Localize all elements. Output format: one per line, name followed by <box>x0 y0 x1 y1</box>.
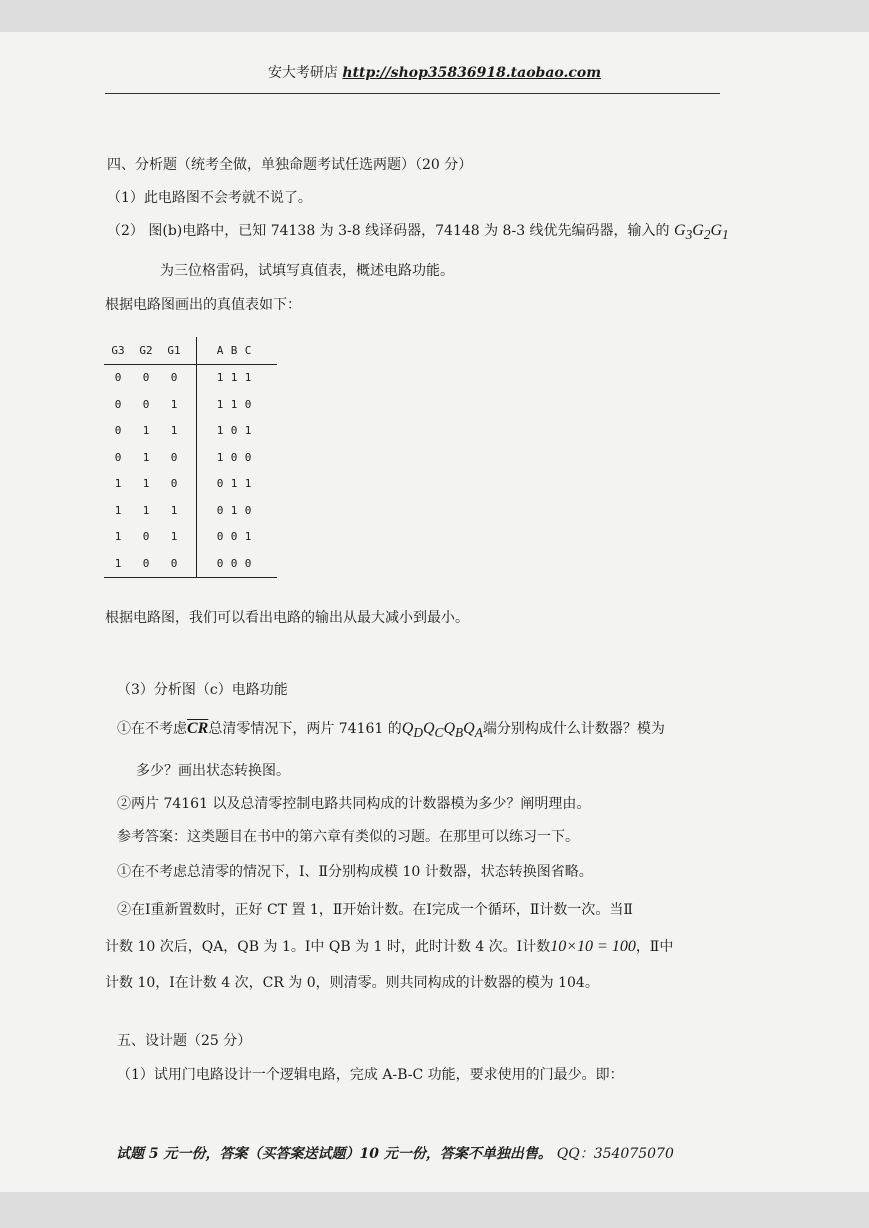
q2-line1 <box>107 222 729 244</box>
cell-b: 1 <box>230 503 238 517</box>
cell-b: 0 <box>230 450 238 464</box>
q3-a-post: 端分别构成什么计数器？模为 <box>482 721 665 737</box>
cell-b: 1 <box>230 397 238 411</box>
cell-g3: 0 <box>114 424 122 438</box>
cell-g2: 1 <box>142 450 150 464</box>
q3-a-pre: ①在不考虑 <box>117 721 187 737</box>
reference-answer: 参考答案：这类题目在书中的第六章有类似的习题。在那里可以练习一下。 <box>117 829 579 845</box>
cell-g3: 0 <box>114 371 122 385</box>
q3-a-line1 <box>117 720 665 742</box>
cell-a: 0 <box>216 530 224 544</box>
cell-g2: 0 <box>132 550 160 577</box>
q3-title: （3）分析图（c）电路功能 <box>117 682 288 698</box>
footer-qq: QQ：354075070 <box>556 1146 674 1162</box>
cell-g1: 1 <box>170 397 178 411</box>
truth-table <box>104 337 277 578</box>
footer-text: 试题 5 元一份，答案（买答案送试题）10 元一份，答案不单独出售。 <box>116 1146 552 1162</box>
cell-b: 1 <box>230 477 238 491</box>
cell-g2: 1 <box>142 503 150 517</box>
answer-2-line3: 计数 10，Ⅰ在计数 4 次，CR 为 0，则清零。则共同构成的计数器的模为 104。 <box>105 975 599 991</box>
header-g3: G3 <box>104 337 132 364</box>
cell-b: 1 <box>230 371 238 385</box>
cell-g3: 1 <box>114 477 122 491</box>
header-g2: G2 <box>132 337 160 364</box>
table-row <box>104 444 277 471</box>
cell-c: 0 <box>244 450 252 464</box>
page-header <box>0 62 869 82</box>
cell-g3: 1 <box>104 550 132 577</box>
cell-g2: 0 <box>142 530 150 544</box>
cell-g1: 1 <box>170 530 178 544</box>
table-row <box>104 364 277 391</box>
cell-g1: 0 <box>170 450 178 464</box>
q3-a-line2: 多少？画出状态转换图。 <box>136 763 290 779</box>
cell-c: 1 <box>244 477 252 491</box>
cell-b: 0 <box>230 424 238 438</box>
cell-g3: 1 <box>114 503 122 517</box>
section5-q1: （1）试用门电路设计一个逻辑电路，完成 A-B-C 功能，要求使用的门最少。即： <box>117 1067 624 1083</box>
cell-a: 1 <box>216 424 224 438</box>
cell-c: 0 <box>244 397 252 411</box>
cell-a: 0 <box>213 550 227 577</box>
header-b: B <box>227 337 241 364</box>
table-row <box>104 391 277 418</box>
section5-title: 五、设计题（25 分） <box>117 1033 252 1049</box>
q3-b: ②两片 74161 以及总清零控制电路共同构成的计数器模为多少？阐明理由。 <box>117 796 591 812</box>
section4-title: 四、分析题（统考全做，单独命题考试任选两题）（20 分） <box>107 157 473 173</box>
cell-g1: 0 <box>170 371 178 385</box>
cell-g3: 0 <box>114 450 122 464</box>
page-footer <box>116 1143 674 1163</box>
q1-text: （1）此电路图不会考就不说了。 <box>107 190 312 206</box>
answer-2-line2-post: ，Ⅱ中 <box>635 939 674 955</box>
cell-c: 1 <box>244 371 252 385</box>
cell-g3: 1 <box>114 530 122 544</box>
cell-b: 0 <box>227 550 241 577</box>
header-c: C <box>241 337 255 364</box>
q2-line1-text: （2） 图(b)电路中，已知 74138 为 3-8 线译码器，74148 为 8-3 线优先编码器，输入的 <box>107 223 670 239</box>
cell-g1: 1 <box>170 424 178 438</box>
cell-a: 0 <box>216 477 224 491</box>
cell-g1: 1 <box>170 503 178 517</box>
cell-a: 1 <box>216 397 224 411</box>
table-row <box>104 550 277 577</box>
q3-a-mid: 总清零情况下，两片 74161 的 <box>208 721 402 737</box>
cell-g3: 0 <box>114 397 122 411</box>
cell-a: 1 <box>216 450 224 464</box>
cell-c: 1 <box>244 424 252 438</box>
cell-c: 0 <box>244 503 252 517</box>
answer-2-math: 10×10 = 100 <box>550 938 636 955</box>
answer-1: ①在不考虑总清零的情况下，Ⅰ、Ⅱ分别构成模 10 计数器，状态转换图省略。 <box>117 864 593 880</box>
q-outputs: $Q_DQ_CQ_BQ_A$ <box>401 720 483 741</box>
truth-table-header <box>104 337 277 364</box>
conclusion: 根据电路图，我们可以看出电路的输出从最大减小到最小。 <box>105 610 469 626</box>
cell-g2: 1 <box>142 477 150 491</box>
table-row <box>104 497 277 524</box>
header-a: A <box>213 337 227 364</box>
cell-g1: 0 <box>160 550 188 577</box>
answer-2-line2 <box>105 938 673 956</box>
cell-c: 1 <box>244 530 252 544</box>
table-row <box>104 471 277 498</box>
cell-a: 1 <box>216 371 224 385</box>
header-g1: G1 <box>160 337 188 364</box>
q2-line2: 为三位格雷码，试填写真值表，概述电路功能。 <box>160 263 454 279</box>
shop-url: http://shop35836918.taobao.com <box>342 65 602 81</box>
cell-c: 0 <box>241 550 255 577</box>
cell-b: 0 <box>230 530 238 544</box>
cell-g1: 0 <box>170 477 178 491</box>
q2-math-g: $G_3G_2G_1$ <box>674 222 729 243</box>
header-rule <box>105 93 720 94</box>
cell-g2: 0 <box>142 397 150 411</box>
table-intro: 根据电路图画出的真值表如下： <box>105 297 301 313</box>
cr-overline: $\overline{CR}$ <box>187 720 209 737</box>
answer-2-line1: ②在Ⅰ重新置数时，正好 CT 置 1，Ⅱ开始计数。在Ⅰ完成一个循环，Ⅱ计数一次。当Ⅱ <box>117 902 633 918</box>
cell-g2: 1 <box>142 424 150 438</box>
shop-name: 安大考研店 <box>267 65 338 81</box>
cell-a: 0 <box>216 503 224 517</box>
table-row <box>104 418 277 445</box>
answer-2-line2-pre: 计数 10 次后，QA，QB 为 1。Ⅰ中 QB 为 1 时，此时计数 4 次。Ⅰ计数 <box>105 939 551 955</box>
table-row <box>104 524 277 551</box>
cell-g2: 0 <box>142 371 150 385</box>
